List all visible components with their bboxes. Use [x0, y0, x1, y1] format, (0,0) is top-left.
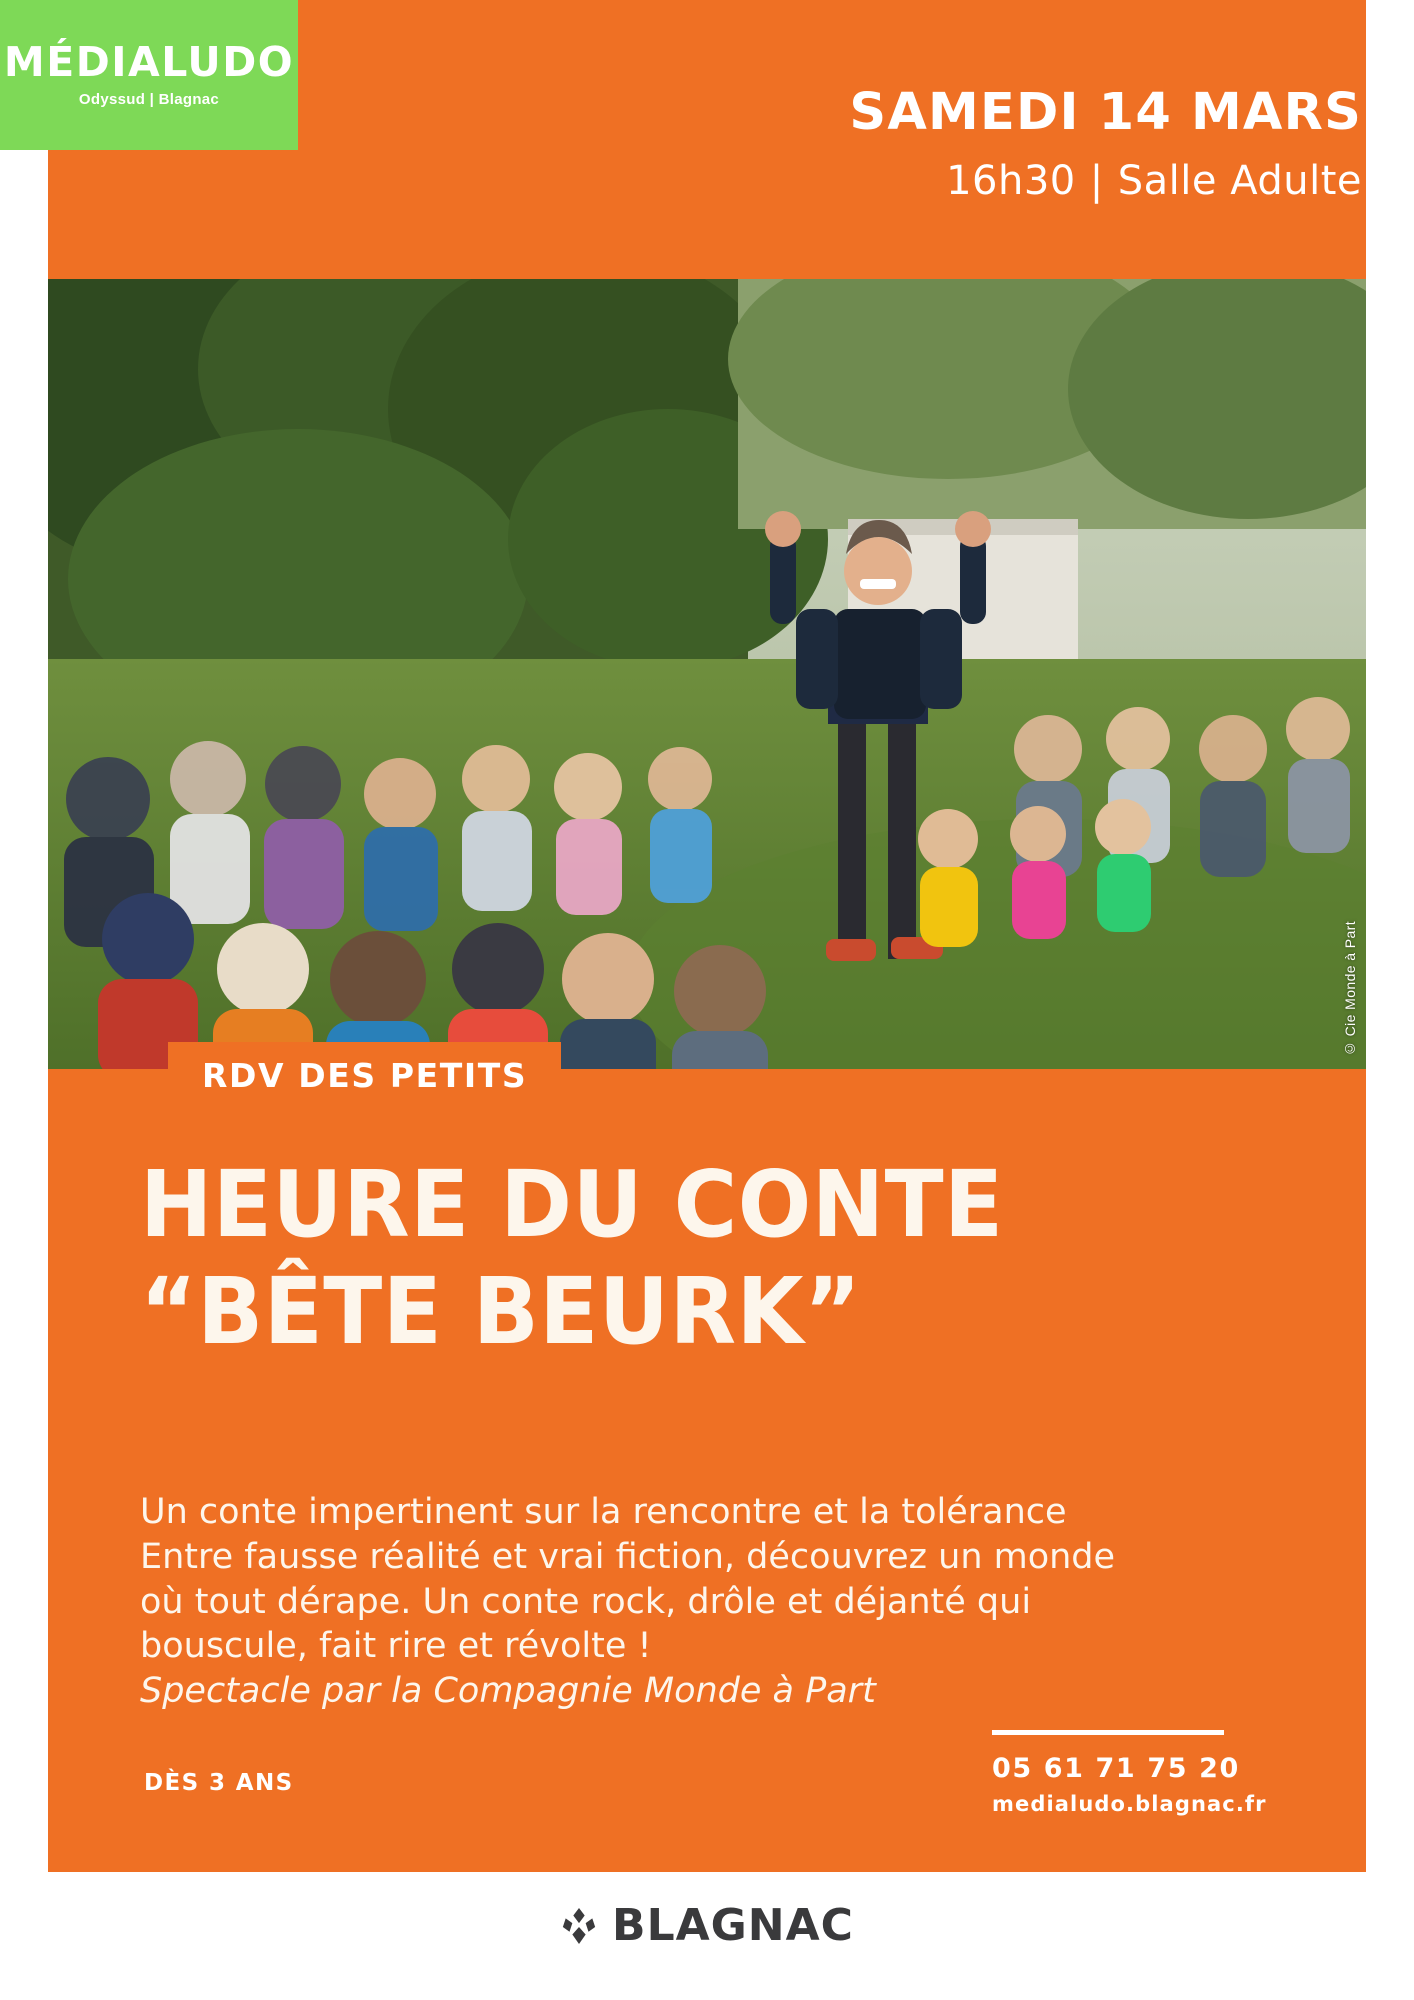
event-description: [140, 1490, 1250, 1714]
medialudo-logo: [0, 0, 298, 150]
contact-divider: [992, 1730, 1224, 1735]
contact-website: medialudo.blagnac.fr: [992, 1792, 1267, 1816]
title-line-2: “BÊTE BEURK”: [140, 1257, 862, 1365]
age-requirement: DÈS 3 ANS: [144, 1770, 294, 1796]
category-label: RDV DES PETITS: [202, 1056, 528, 1095]
description-line-1: Un conte impertinent sur la rencontre et la tolérance: [140, 1492, 1067, 1532]
blagnac-brand-name: BLAGNAC: [612, 1900, 854, 1951]
photo-illustration: [48, 279, 1366, 1069]
logo-title: MÉDIALUDO: [3, 38, 295, 86]
event-room: Salle Adulte: [1117, 157, 1362, 204]
description-line-4: bouscule, fait rire et révolte !: [140, 1626, 652, 1667]
event-title: [140, 1151, 1260, 1365]
category-banner: [168, 1042, 561, 1111]
photo-credit: © Cie Monde à Part: [1342, 920, 1358, 1057]
time-room-separator: |: [1089, 157, 1104, 204]
blagnac-brand: [0, 1900, 1414, 1951]
description-company: Spectacle par la Compagnie Monde à Part: [140, 1671, 876, 1712]
event-header: [849, 83, 1362, 204]
event-date: SAMEDI 14 MARS: [849, 83, 1362, 142]
event-time-room: [849, 158, 1362, 204]
logo-subtitle: Odyssud | Blagnac: [78, 91, 220, 108]
description-line-2: Entre fausse réalité et vrai fiction, découvrez un monde: [140, 1536, 1116, 1577]
description-line-3: où tout dérape. Un conte rock, drôle et déjanté qui: [140, 1581, 1032, 1622]
contact-block: [992, 1730, 1292, 1816]
event-photo: [48, 279, 1366, 1069]
title-line-1: HEURE DU CONTE: [140, 1151, 1004, 1258]
blagnac-logo-icon: [560, 1906, 598, 1946]
event-time: 16h30: [946, 157, 1076, 204]
contact-phone: 05 61 71 75 20: [992, 1753, 1240, 1784]
